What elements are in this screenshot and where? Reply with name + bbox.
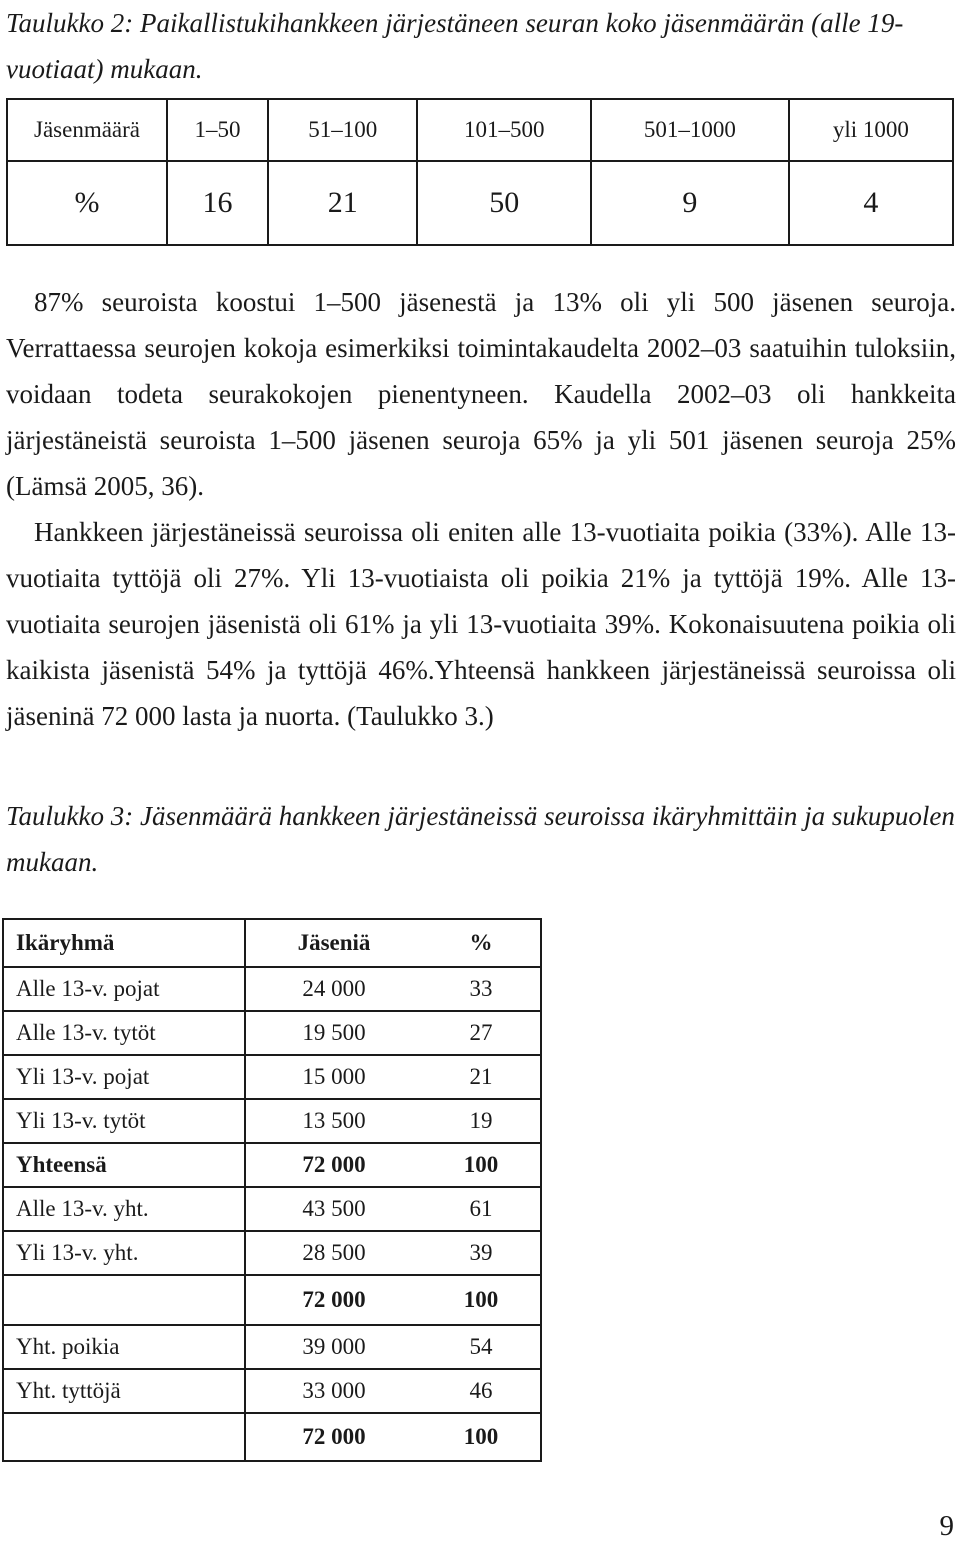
header-cell: %: [469, 930, 493, 955]
value-cell: 50: [417, 161, 591, 245]
total-row: [3, 1413, 541, 1461]
table-cell: 21: [422, 1055, 541, 1099]
table-cell: 24 000: [245, 967, 422, 1011]
table-cell: 100: [422, 1413, 541, 1461]
table-cell: 43 500: [245, 1187, 422, 1231]
table-header-row: [7, 99, 953, 161]
table-cell: 100: [422, 1275, 541, 1325]
table-cell: 100: [422, 1143, 541, 1187]
value-cell: 4: [789, 161, 953, 245]
table-cell: 27: [422, 1011, 541, 1055]
table-row: [3, 1055, 541, 1099]
table-cell: 33 000: [245, 1369, 422, 1413]
header-cell: 51–100: [268, 99, 417, 161]
table-cell: Yli 13-v. pojat: [3, 1055, 245, 1099]
table-cell: 33: [422, 967, 541, 1011]
table-cell: [3, 1413, 245, 1461]
table-cell: 61: [422, 1187, 541, 1231]
table-row: [3, 1099, 541, 1143]
header-cell: Ikäryhmä: [16, 930, 115, 955]
table-cell: Alle 13-v. tytöt: [3, 1011, 245, 1055]
header-cell: 101–500: [417, 99, 591, 161]
header-cell: Jäsenmäärä: [7, 99, 167, 161]
table-cell: 72 000: [245, 1275, 422, 1325]
table2-caption: Taulukko 2: Paikallistukihankkeen järjestäneen seuran koko jäsenmäärän (alle 19-vuotiaat) mukaan.: [6, 8, 904, 84]
table3-caption: Taulukko 3: Jäsenmäärä hankkeen järjestäneissä seuroissa ikäryhmittäin ja sukupuolen mukaan.: [6, 801, 955, 877]
header-cell: Jäseniä: [245, 919, 422, 967]
table-row: [7, 161, 953, 245]
age-group-table: [2, 918, 542, 1462]
table-row: [3, 967, 541, 1011]
table-cell: 28 500: [245, 1231, 422, 1275]
header-cell: 1–50: [167, 99, 268, 161]
table-cell: 54: [422, 1325, 541, 1369]
table-cell: Yht. poikia: [3, 1325, 245, 1369]
table-cell: Alle 13-v. pojat: [3, 967, 245, 1011]
value-cell: 21: [268, 161, 417, 245]
header-cell: 501–1000: [591, 99, 789, 161]
table-cell: 13 500: [245, 1099, 422, 1143]
table-cell: Yhteensä: [3, 1143, 245, 1187]
table-cell: 72 000: [245, 1413, 422, 1461]
paragraph: 87% seuroista koostui 1–500 jäsenestä ja 13% oli yli 500 jäsenen seuroja. Verrattaessa seurojen kokoja esimerkiksi toimintakaudelta 2002–03 saatuihin tuloksiin, voidaan todeta seurakokojen pienentyneen. Kaudella 2002–03 oli hankkeita järjestäneistä seuroista 1–500 jäsenen seuroja 65% ja yli 501 jäsenen seuroja 25% (Lämsä 2005, 36).: [6, 287, 956, 501]
value-cell: %: [7, 161, 167, 245]
member-count-table: [6, 98, 954, 246]
table-cell: 39: [422, 1231, 541, 1275]
table-row: [3, 1011, 541, 1055]
table-cell: 39 000: [245, 1325, 422, 1369]
header-cell: yli 1000: [789, 99, 953, 161]
table-row: [3, 1187, 541, 1231]
table-cell: Yli 13-v. tytöt: [3, 1099, 245, 1143]
table-cell: [3, 1275, 245, 1325]
table-row: [3, 1325, 541, 1369]
table-cell: Yli 13-v. yht.: [3, 1231, 245, 1275]
table-cell: 72 000: [245, 1143, 422, 1187]
paragraph: Hankkeen järjestäneissä seuroissa oli eniten alle 13-vuotiaita poikia (33%). Alle 13-vuotiaita tyttöjä oli 27%. Yli 13-vuotiaista oli poikia 21% ja tyttöjä 19%. Alle 13-vuotiaita seurojen jäsenistä oli 61% ja yli 13-vuotiaita 39%. Kokonaisuutena poikia oli kaikista jäsenistä 54% ja tyttöjä 46%.Yhteensä hankkeen järjestäneissä seuroissa oli jäseninä 72 000 lasta ja nuorta. (Taulukko 3.): [6, 517, 956, 731]
table-cell: 19 500: [245, 1011, 422, 1055]
page-number: 9: [939, 1510, 954, 1542]
table-cell: 46: [422, 1369, 541, 1413]
table-cell: Alle 13-v. yht.: [3, 1187, 245, 1231]
table-header-row: [3, 919, 541, 967]
table-cell: 19: [422, 1099, 541, 1143]
table-cell: Yht. tyttöjä: [3, 1369, 245, 1413]
total-row: [3, 1275, 541, 1325]
table-cell: 15 000: [245, 1055, 422, 1099]
value-cell: 16: [167, 161, 268, 245]
table-row: [3, 1369, 541, 1413]
body-text: [6, 279, 956, 739]
total-row: [3, 1143, 541, 1187]
table-row: [3, 1231, 541, 1275]
value-cell: 9: [591, 161, 789, 245]
